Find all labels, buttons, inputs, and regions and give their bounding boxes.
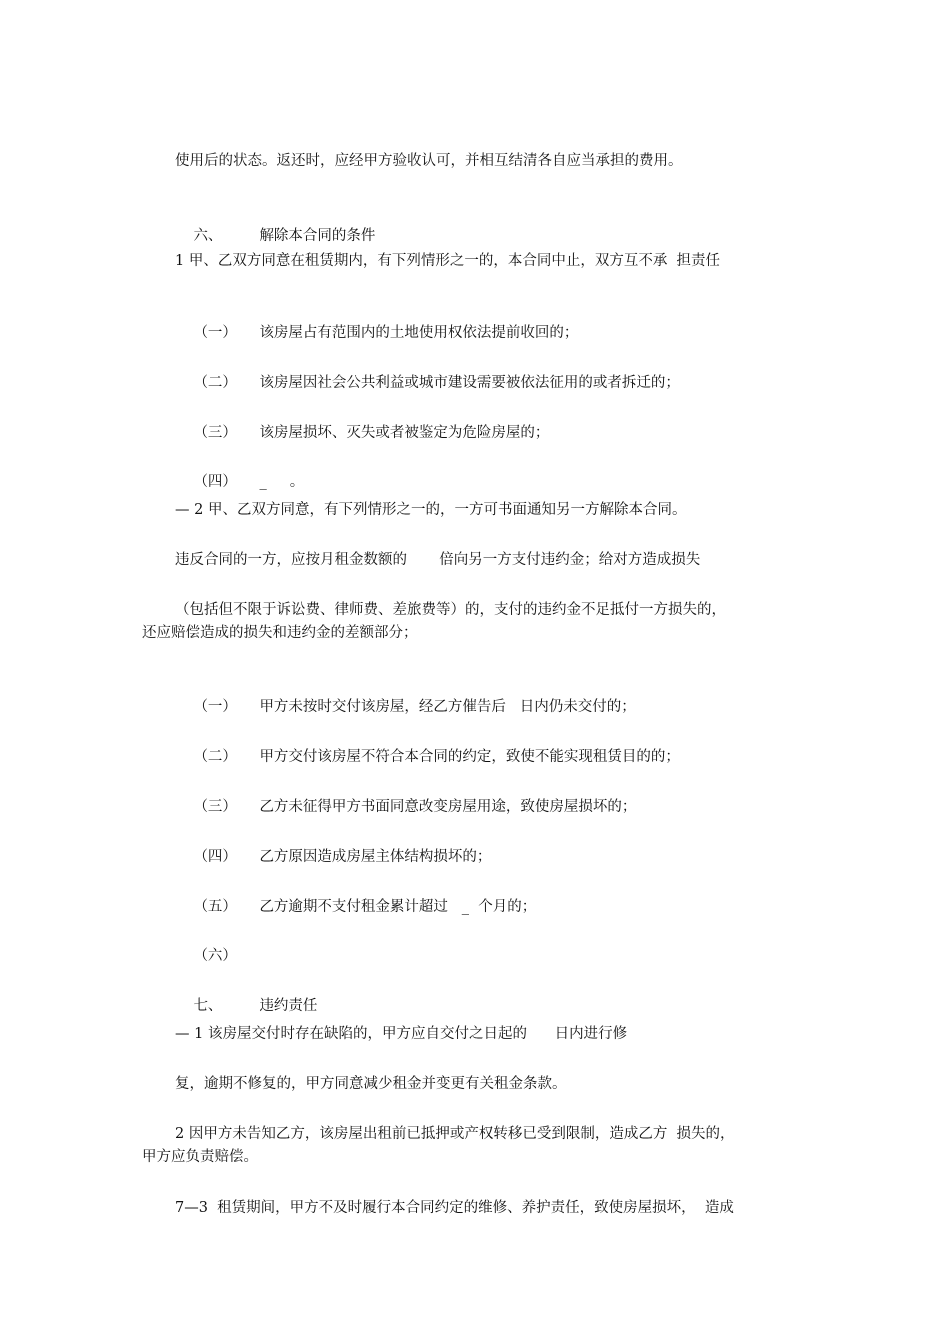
list-item-text: 甲方未按时交付该房屋，经乙方催告后 日内仍未交付的； bbox=[259, 699, 636, 715]
list-item-text: 甲方交付该房屋不符合本合同的约定，致使不能实现租赁目的的； bbox=[259, 749, 680, 765]
paragraph-line: 甲方应负责赔偿。 bbox=[142, 1149, 258, 1165]
list-item-number: （二） bbox=[193, 749, 237, 765]
list-item-number: （二） bbox=[193, 375, 237, 391]
paragraph-line: 7—3 租赁期间，甲方不及时履行本合同约定的维修、养护责任，致使房屋损坏， 造成 bbox=[175, 1200, 734, 1216]
list-item-text: 乙方原因造成房屋主体结构损坏的； bbox=[259, 849, 492, 865]
section-number: 六、 bbox=[193, 228, 223, 244]
list-item-text: 该房屋占有范围内的土地使用权依法提前收回的； bbox=[259, 325, 579, 341]
section-number: 七、 bbox=[193, 998, 223, 1014]
section-title: 违约责任 bbox=[259, 998, 318, 1014]
list-item-text: 该房屋损坏、灭失或者被鉴定为危险房屋的； bbox=[259, 425, 550, 441]
paragraph-line: 复，逾期不修复的，甲方同意减少租金并变更有关租金条款。 bbox=[175, 1076, 567, 1092]
paragraph-line: — 1 该房屋交付时存在缺陷的，甲方应自交付之日起的 日内进行修 bbox=[175, 1026, 628, 1042]
list-item-number: （五） bbox=[193, 899, 237, 915]
list-item-number: （一） bbox=[193, 325, 237, 341]
list-item-number: （六） bbox=[193, 948, 237, 964]
paragraph-line: 2 因甲方未告知乙方，该房屋出租前已抵押或产权转移已受到限制，造成乙方 损失的， bbox=[175, 1126, 735, 1142]
list-item-number: （四） bbox=[193, 849, 237, 865]
list-item-text: 该房屋因社会公共利益或城市建设需要被依法征用的或者拆迁的； bbox=[259, 375, 680, 391]
list-item-text: _ 。 bbox=[259, 474, 305, 490]
paragraph-line: 违反合同的一方，应按月租金数额的 倍向另一方支付违约金；给对方造成损失 bbox=[175, 552, 701, 568]
section-title: 解除本合同的条件 bbox=[259, 228, 376, 244]
paragraph-line: 使用后的状态。返还时，应经甲方验收认可，并相互结清各自应当承担的费用。 bbox=[175, 153, 683, 169]
list-item-number: （四） bbox=[193, 474, 237, 490]
list-item-text: 乙方未征得甲方书面同意改变房屋用途，致使房屋损坏的； bbox=[259, 799, 637, 815]
list-item-text: 乙方逾期不支付租金累计超过 _ 个月的； bbox=[259, 899, 537, 915]
list-item-number: （三） bbox=[193, 799, 237, 815]
paragraph-line: 1 甲、乙双方同意在租赁期内，有下列情形之一的，本合同中止，双方互不承 担责任 bbox=[175, 253, 721, 269]
paragraph-line: （包括但不限于诉讼费、律师费、差旅费等）的，支付的违约金不足抵付一方损失的， bbox=[175, 602, 726, 618]
paragraph-line: 还应赔偿造成的损失和违约金的差额部分； bbox=[142, 625, 418, 641]
list-item-number: （一） bbox=[193, 699, 237, 715]
paragraph-line: — 2 甲、乙双方同意，有下列情形之一的，一方可书面通知另一方解除本合同。 bbox=[175, 502, 687, 518]
list-item-number: （三） bbox=[193, 425, 237, 441]
